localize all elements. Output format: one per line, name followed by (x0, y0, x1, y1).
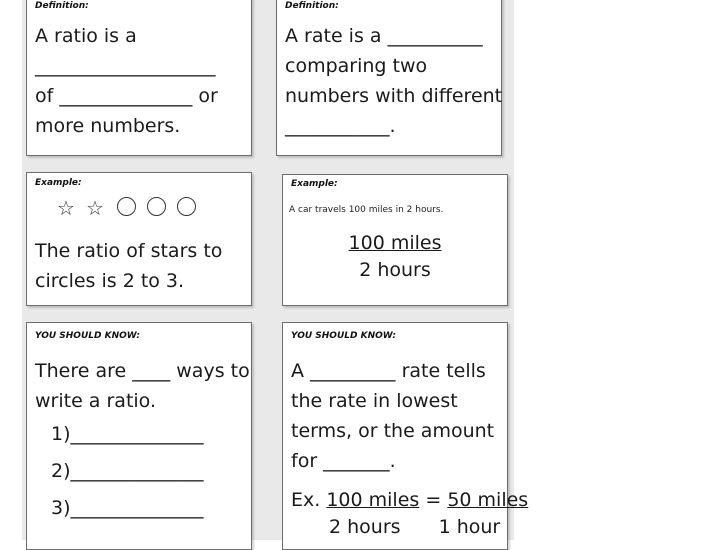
circle-icon (147, 197, 166, 216)
example-prefix: Ex. (291, 489, 321, 511)
card-body (291, 356, 494, 476)
fraction-numerator: 100 miles (348, 232, 442, 254)
text-line: The ratio of stars to (35, 240, 223, 262)
card-label: Example: (291, 179, 338, 189)
text-line: numbers with different (285, 85, 503, 107)
example-numerators (291, 487, 528, 514)
definition-ratio-card (26, 0, 252, 156)
text-line: A rate is a __________ (285, 25, 483, 47)
right-denominator: 1 hour (438, 516, 501, 538)
text-line: A _________ rate tells (291, 360, 486, 382)
text-line: more numbers. (35, 115, 181, 137)
blank-item: 3)______________ (51, 497, 204, 519)
text-line: terms, or the amount (291, 420, 495, 442)
card-label: YOU SHOULD KNOW: (291, 331, 397, 341)
definition-rate-card (276, 0, 502, 156)
stars-and-circles (57, 195, 196, 220)
text-line: the rate in lowest (291, 390, 458, 412)
text-line: ___________. (285, 115, 396, 137)
text-line: for _______. (291, 450, 396, 472)
card-label: YOU SHOULD KNOW: (35, 331, 141, 341)
know-ratio-card (26, 322, 252, 550)
rate-fraction (343, 230, 447, 284)
card-label: Definition: (35, 1, 89, 11)
card-body (35, 236, 222, 296)
text-line: ___________________ (35, 55, 216, 77)
text-line: There are ____ ways to (35, 360, 250, 382)
example-denominators (291, 514, 528, 541)
card-body (35, 356, 250, 527)
circle-icon (117, 197, 136, 216)
example-caption: A car travels 100 miles in 2 hours. (289, 205, 444, 215)
left-numerator: 100 miles (326, 489, 420, 511)
card-body (35, 21, 218, 141)
unit-rate-example (291, 487, 528, 541)
fraction-denominator: 2 hours (359, 259, 431, 281)
text-line: of ______________ or (35, 85, 218, 107)
equals-sign: = (425, 489, 442, 511)
example-ratio-card (26, 172, 252, 306)
card-body (285, 21, 502, 141)
card-label: Definition: (285, 1, 339, 11)
text-line: A ratio is a (35, 25, 137, 47)
text-line: write a ratio. (35, 390, 157, 412)
star-icon: ☆ (57, 196, 77, 220)
example-rate-card (282, 174, 508, 306)
blank-item: 1)______________ (51, 423, 204, 445)
text-line: comparing two (285, 55, 428, 77)
circle-icon (177, 197, 196, 216)
card-label: Example: (35, 178, 82, 188)
right-numerator: 50 miles (447, 489, 529, 511)
text-line: circles is 2 to 3. (35, 270, 185, 292)
left-denominator: 2 hours (329, 516, 401, 538)
star-icon: ☆ (85, 196, 106, 220)
know-rate-card (282, 322, 529, 550)
blank-item: 2)______________ (51, 460, 204, 482)
